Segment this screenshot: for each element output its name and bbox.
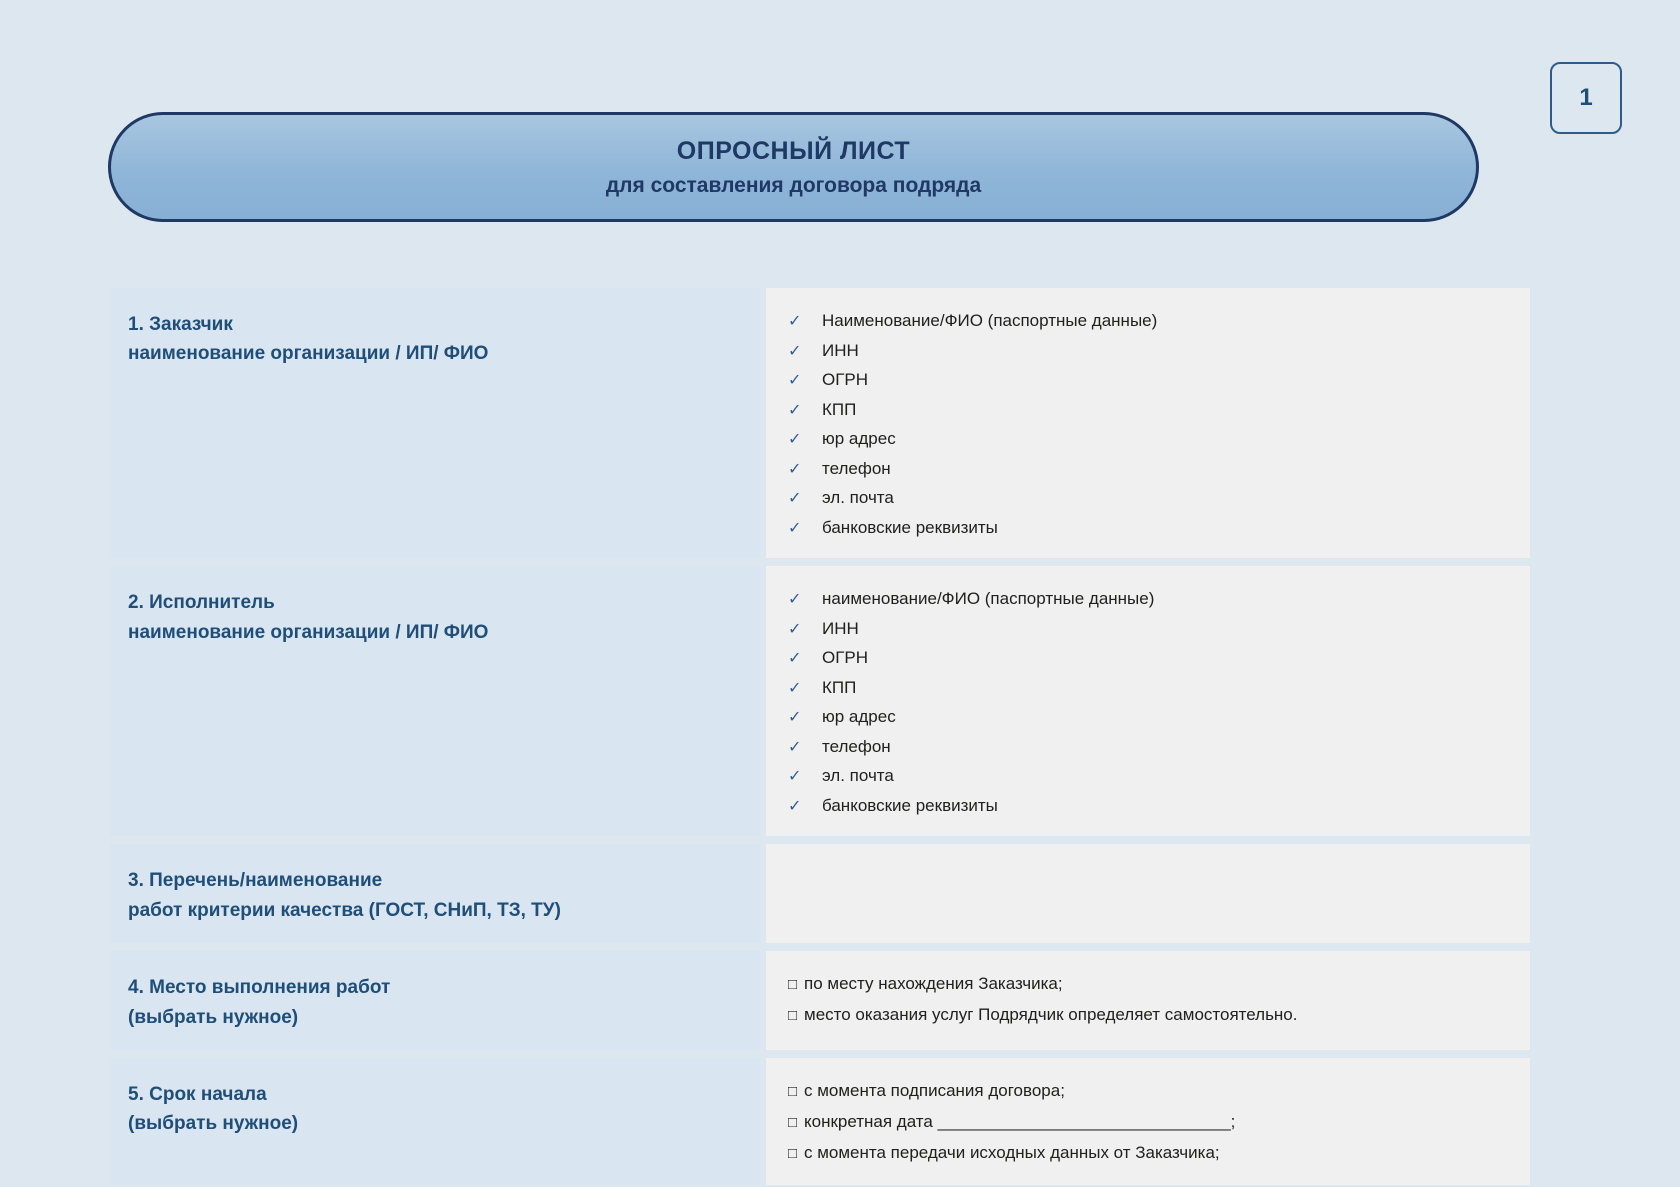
check-icon: ✓ [788, 460, 802, 478]
row-subtitle: работ критерии качества (ГОСТ, СНиП, ТЗ, ТУ) [128, 899, 561, 921]
list-item[interactable] [788, 336, 1530, 366]
list-item-label: ОГРН [822, 648, 869, 668]
row-label-place [110, 951, 760, 1050]
check-icon: ✓ [788, 797, 802, 815]
list-item-label: эл. почта [822, 488, 894, 508]
list-item-label: юр адрес [822, 707, 896, 727]
list-item-label: ИНН [822, 340, 859, 360]
list-item[interactable] [788, 702, 1530, 732]
check-icon: ✓ [788, 738, 802, 756]
check-icon: ✓ [788, 679, 802, 697]
list-item[interactable] [788, 643, 1530, 673]
option-label: конкретная дата _______________________________; [804, 1111, 1236, 1131]
questionnaire-table [110, 288, 1530, 1185]
list-item[interactable] [788, 732, 1530, 762]
check-icon: ✓ [788, 620, 802, 638]
page-title: ОПРОСНЫЙ ЛИСТ [676, 136, 911, 165]
check-icon: ✓ [788, 650, 802, 668]
row-subtitle: наименование организации / ИП/ ФИО [128, 621, 489, 643]
row-title: 4. Место выполнения работ [128, 977, 391, 999]
option-label: с момента передачи исходных данных от Заказчика; [804, 1142, 1220, 1162]
option-list-place [788, 969, 1530, 1031]
checkbox-icon: □ [788, 1083, 798, 1100]
check-icon: ✓ [788, 519, 802, 537]
row-content-start [766, 1058, 1530, 1185]
checklist-customer [788, 306, 1530, 542]
check-icon: ✓ [788, 431, 802, 449]
check-icon: ✓ [788, 342, 802, 360]
option-label: по месту нахождения Заказчика; [804, 974, 1063, 994]
list-item[interactable] [788, 584, 1530, 614]
checklist-contractor [788, 584, 1530, 820]
check-icon: ✓ [788, 768, 802, 786]
row-subtitle: наименование организации / ИП/ ФИО [128, 343, 489, 365]
table-row [110, 1058, 1530, 1185]
row-content-customer [766, 288, 1530, 558]
list-item[interactable] [788, 483, 1530, 513]
row-title: 3. Перечень/наименование [128, 870, 383, 892]
option-label: место оказания услуг Подрядчик определяет самостоятельно. [804, 1005, 1298, 1025]
table-row [110, 951, 1530, 1050]
list-item-label: телефон [822, 458, 891, 478]
list-item-label: наименование/ФИО (паспортные данные) [822, 589, 1155, 609]
table-row [110, 288, 1530, 558]
list-item[interactable] [788, 614, 1530, 644]
option-item[interactable] [788, 1000, 1530, 1031]
row-label-start [110, 1058, 760, 1185]
table-row [110, 844, 1530, 943]
page-subtitle: для составления договора подряда [605, 173, 982, 197]
list-item[interactable] [788, 365, 1530, 395]
option-label: с момента подписания договора; [804, 1081, 1065, 1100]
row-subtitle: (выбрать нужное) [128, 1113, 299, 1135]
check-icon: ✓ [788, 372, 802, 390]
list-item[interactable] [788, 791, 1530, 821]
check-icon: ✓ [788, 591, 802, 609]
list-item-label: банковские реквизиты [822, 795, 998, 815]
row-title: 1. Заказчик [128, 314, 233, 335]
checkbox-icon: □ [788, 1113, 798, 1131]
list-item-label: телефон [822, 736, 891, 756]
table-row [110, 566, 1530, 836]
list-item-label: эл. почта [822, 766, 894, 786]
row-content-place [766, 951, 1530, 1050]
check-icon: ✓ [788, 709, 802, 727]
list-item-label: ИНН [822, 618, 859, 638]
page-number-badge [1550, 62, 1622, 134]
list-item[interactable] [788, 395, 1530, 425]
list-item-label: банковские реквизиты [822, 517, 998, 537]
list-item[interactable] [788, 424, 1530, 454]
checkbox-icon: □ [788, 976, 798, 994]
list-item[interactable] [788, 761, 1530, 791]
row-label-customer [110, 288, 760, 558]
check-icon: ✓ [788, 313, 802, 330]
list-item-label: Наименование/ФИО (паспортные данные) [822, 311, 1158, 330]
document-title-banner [108, 112, 1479, 222]
checkbox-icon: □ [788, 1007, 798, 1025]
list-item-label: ОГРН [822, 370, 869, 390]
check-icon: ✓ [788, 490, 802, 508]
list-item-label: юр адрес [822, 429, 896, 449]
option-list-start [788, 1076, 1530, 1169]
list-item[interactable] [788, 454, 1530, 484]
row-label-contractor [110, 566, 760, 836]
row-title: 5. Срок начала [128, 1084, 267, 1105]
option-item[interactable] [788, 969, 1530, 1000]
row-title: 2. Исполнитель [128, 592, 275, 614]
check-icon: ✓ [788, 401, 802, 419]
checkbox-icon: □ [788, 1144, 798, 1162]
list-item[interactable] [788, 513, 1530, 543]
list-item[interactable] [788, 306, 1530, 336]
list-item-label: КПП [822, 677, 857, 697]
list-item-label: КПП [822, 399, 857, 419]
option-item[interactable] [788, 1138, 1530, 1169]
option-item[interactable] [788, 1076, 1530, 1107]
list-item[interactable] [788, 673, 1530, 703]
row-content-works[interactable] [766, 844, 1530, 943]
row-content-contractor [766, 566, 1530, 836]
row-subtitle: (выбрать нужное) [128, 1006, 299, 1028]
page-number: 1 [1579, 84, 1593, 111]
option-item[interactable] [788, 1107, 1530, 1138]
row-label-works [110, 844, 760, 943]
